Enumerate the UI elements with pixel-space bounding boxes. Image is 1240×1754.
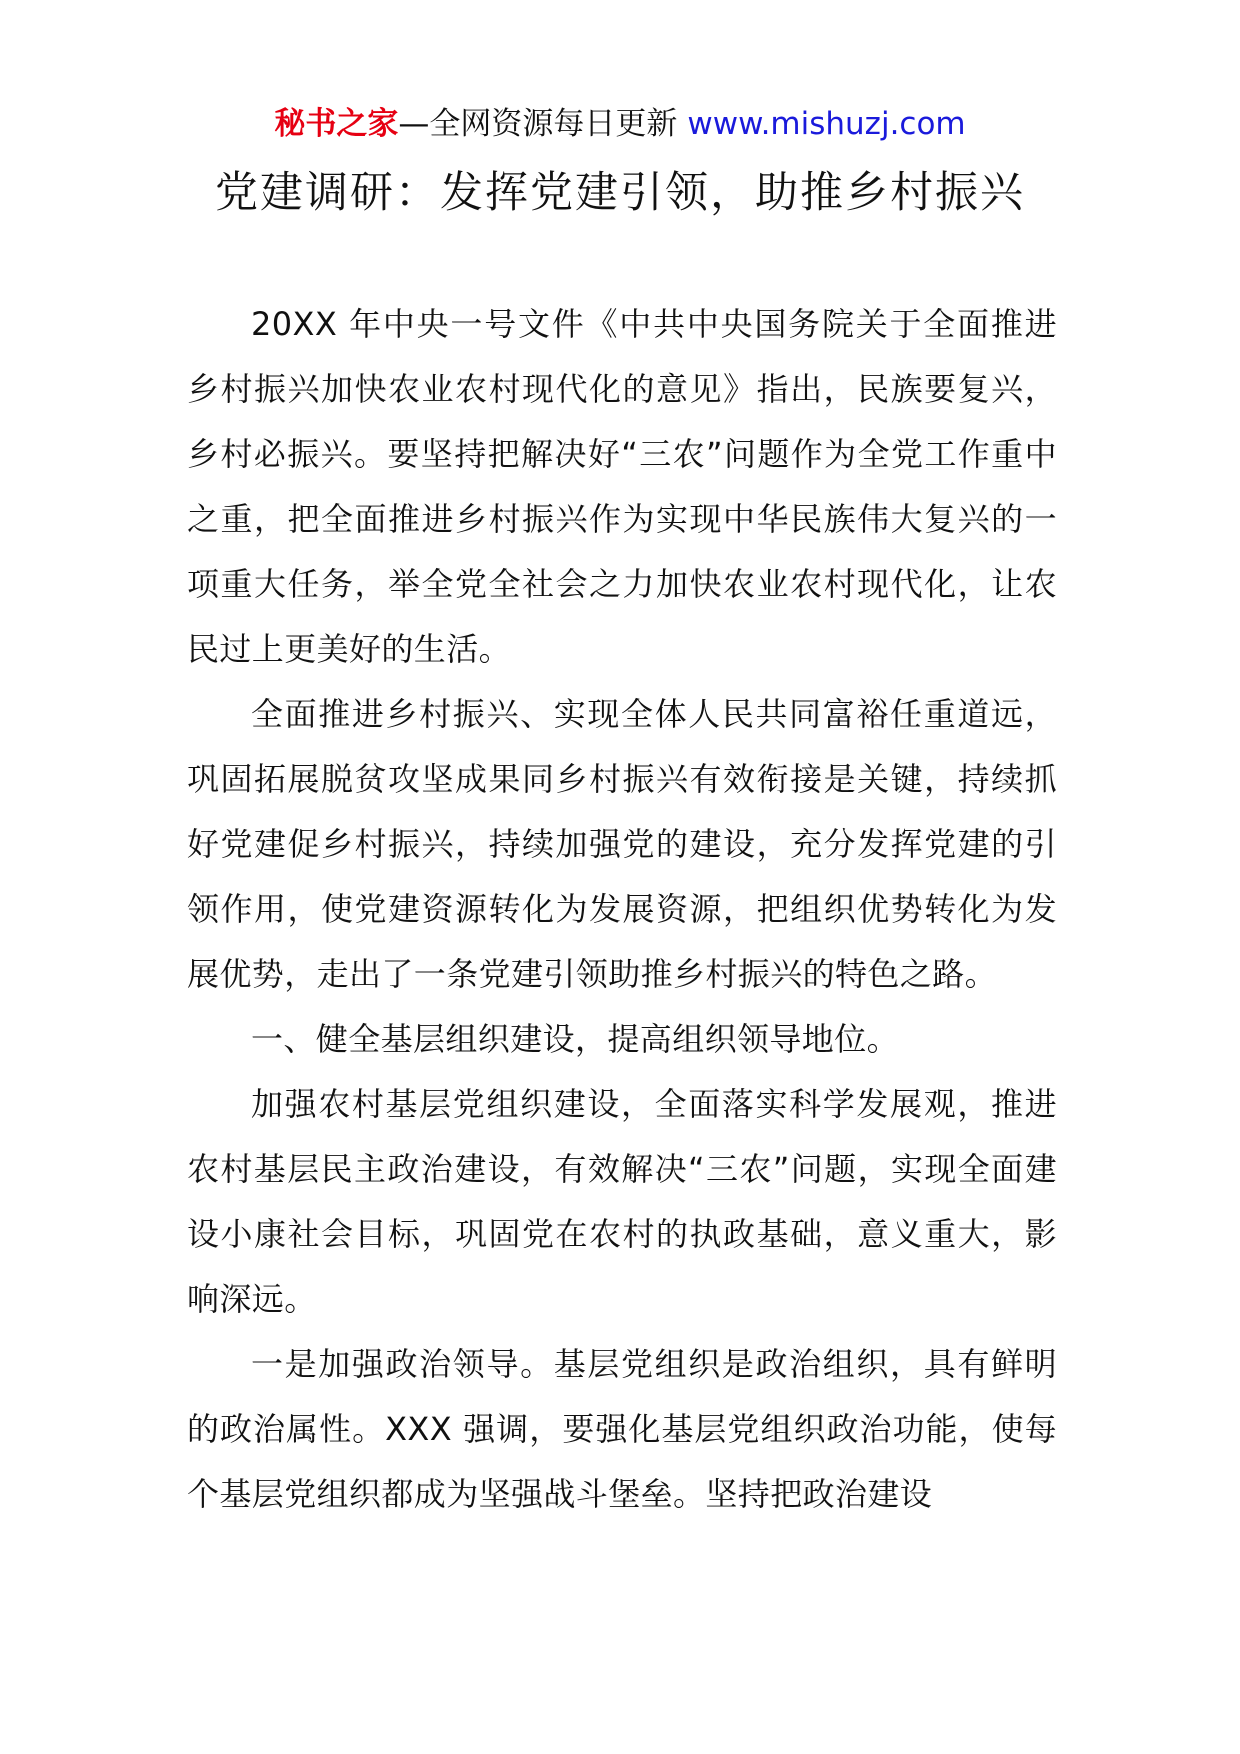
- paragraph-2: 全面推进乡村振兴、实现全体人民共同富裕任重道远，巩固拓展脱贫攻坚成果同乡村振兴有效衔接是关键，持续抓好党建促乡村振兴，持续加强党的建设，充分发挥党建的引领作用，使党建资源转化为发展资源，把组织优势转化为发展优势，走出了一条党建引领助推乡村振兴的特色之路。: [187, 695, 1057, 993]
- paragraph-1: 20XX 年中央一号文件《中共中央国务院关于全面推进乡村振兴加快农业农村现代化的意见》指出，民族要复兴，乡村必振兴。要坚持把解决好“三农”问题作为全党工作重中之重，把全面推进乡村振兴作为实现中华民族伟大复兴的一项重大任务，举全党全社会之力加快农业农村现代化，让农民过上更美好的生活。: [187, 305, 1057, 668]
- header-slogan: —全网资源每日更新: [398, 106, 678, 142]
- paragraph-3: 加强农村基层党组织建设，全面落实科学发展观，推进农村基层民主政治建设，有效解决“三农”问题，实现全面建设小康社会目标，巩固党在农村的执政基础，意义重大，影响深远。: [187, 1085, 1057, 1318]
- site-url-link[interactable]: www.mishuzj.com: [687, 106, 966, 142]
- document-body: [187, 292, 1057, 1527]
- site-header: [0, 102, 1240, 146]
- paragraph-4: 一是加强政治领导。基层党组织是政治组织，具有鲜明的政治属性。XXX 强调，要强化基层党组织政治功能，使每个基层党组织都成为坚强战斗堡垒。坚持把政治建设: [187, 1345, 1057, 1513]
- section-heading-1: 一、健全基层组织建设，提高组织领导地位。: [251, 1020, 900, 1058]
- document-title: 党建调研：发挥党建引领，助推乡村振兴: [215, 168, 1025, 218]
- brand-name: 秘书之家: [274, 106, 399, 142]
